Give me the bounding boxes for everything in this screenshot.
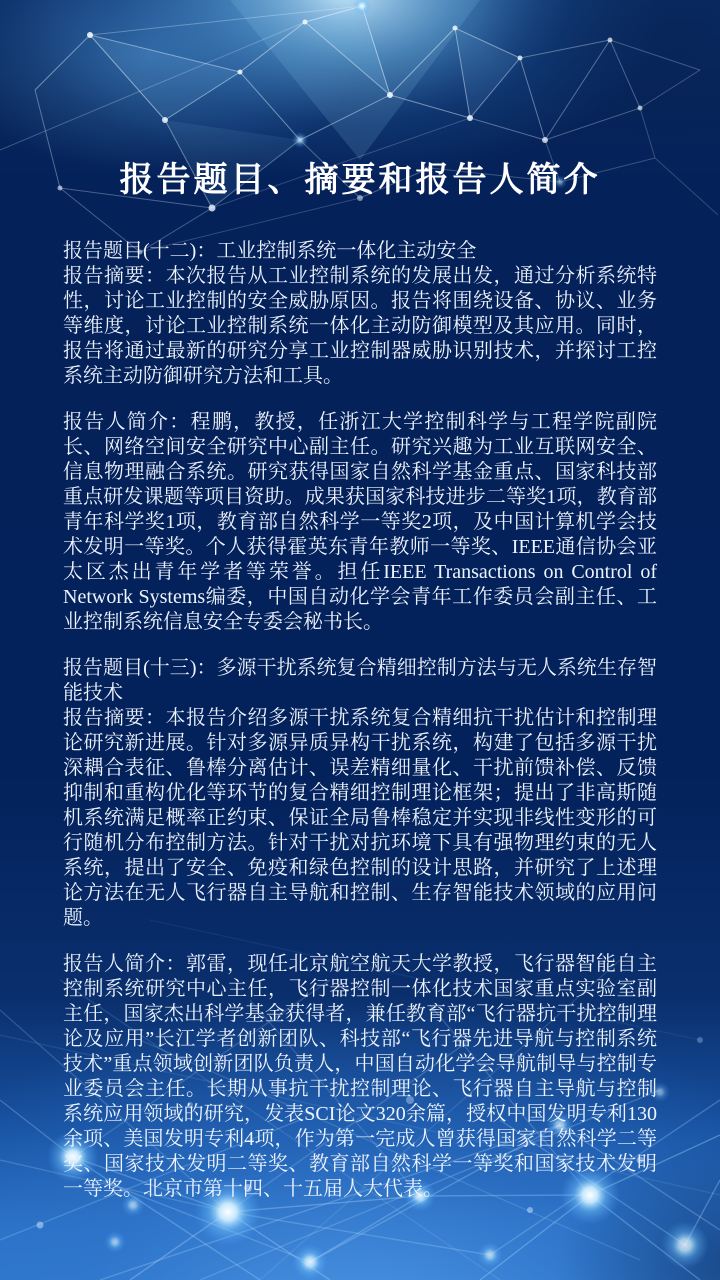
speaker-bio-guo-lei: 报告人简介：郭雷，现任北京航空航天大学教授，飞行器智能自主控制系统研究中心主任，飞行器控制一体化技术国家重点实验室副主任，国家杰出科学基金获得者，兼任教育部“飞行器抗干扰控制理论及应用”长江学者创新团队、科技部“飞行器先进导航与控制系统技术”重点领域创新团队负责人，中国自动化学会导航制导与控制专业委员会主任。长期从事抗干扰控制理论、飞行器自主导航与控制系统应用领域的研究，发表SCI论文320余篇，授权中国发明专利130余项、美国发明专利4项，作为第一完成人曾获得国家自然科学二等奖、国家技术发明二等奖、教育部自然科学一等奖和国家技术发明一等奖。北京市第十四、十五届人大代表。: [63, 953, 657, 1200]
report-12-abstract: 报告摘要：本次报告从工业控制系统的发展出发，通过分析系统特性，讨论工业控制的安全威胁原因。报告将围绕设备、协议、业务等维度，讨论工业控制系统一体化主动防御模型及其应用。同时，报告将通过最新的研究分享工业控制器威胁识别技术，并探讨工控系统主动防御研究方法和工具。: [63, 265, 657, 387]
report-12-title: 报告题目(十二)：工业控制系统一体化主动安全: [63, 240, 477, 262]
report-13-abstract: 报告摘要：本报告介绍多源干扰系统复合精细抗干扰估计和控制理论研究新进展。针对多源异质异构干扰系统，构建了包括多源干扰深耦合表征、鲁棒分离估计、误差精细量化、干扰前馈补偿、反馈抑制和重构优化等环节的复合精细控制理论框架；提出了非高斯随机系统满足概率正约束、保证全局鲁棒稳定并实现非线性变形的可行随机分布控制方法。针对干扰对抗环境下具有强物理约束的无人系统，提出了安全、免疫和绿色控制的设计思路，并研究了上述理论方法在无人飞行器自主导航和控制、生存智能技术领域的应用问题。: [63, 707, 657, 929]
speaker-bio-guo-lei-section: [63, 952, 657, 1202]
report-12-section: [63, 239, 657, 389]
slide-body: [63, 239, 657, 1202]
report-13-section: [63, 656, 657, 931]
speaker-bio-cheng-peng-section: [63, 410, 657, 635]
page-title: 报告题目、摘要和报告人简介: [119, 162, 601, 199]
report-13-title: 报告题目(十三)：多源干扰系统复合精细控制方法与无人系统生存智能技术: [63, 657, 657, 704]
speaker-bio-cheng-peng: 报告人简介：程鹏，教授，任浙江大学控制科学与工程学院副院长、网络空间安全研究中心副主任。研究兴趣为工业互联网安全、信息物理融合系统。研究获得国家自然科学基金重点、国家科技部重点研发课题等项目资助。成果获国家科技进步二等奖1项，教育部青年科学奖1项，教育部自然科学一等奖2项，及中国计算机学会技术发明一等奖。个人获得霍英东青年教师一等奖、IEEE通信协会亚太区杰出青年学者等荣誉。担任IEEE Transactions on Control of Network Systems编委，中国自动化学会青年工作委员会副主任、工业控制系统信息安全专委会秘书长。: [63, 411, 657, 633]
